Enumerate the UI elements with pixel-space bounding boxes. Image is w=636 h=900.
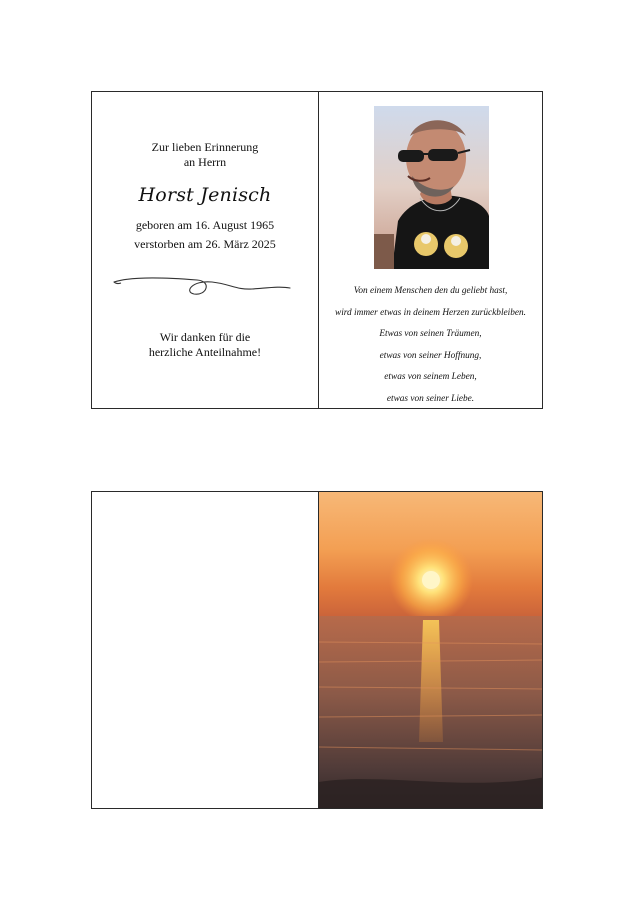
- portrait-illustration: [374, 106, 489, 269]
- intro-line-2: an Herrn: [183, 155, 227, 169]
- sunset-illustration: [319, 492, 542, 808]
- poem-line: Etwas von seinen Träumen,: [379, 329, 482, 340]
- poem-line: Von einem Menschen den du geliebt hast,: [353, 286, 508, 296]
- dedication-panel: [92, 92, 318, 408]
- thanks-line-1: Wir danken für die: [159, 330, 251, 344]
- death-date: verstorben am 26. März 2025: [134, 237, 276, 251]
- thanks-text: [92, 330, 318, 360]
- life-dates: [92, 216, 318, 254]
- poem-line: etwas von seiner Liebe.: [386, 393, 475, 404]
- portrait-panel: [319, 92, 542, 408]
- poem-line: wird immer etwas in deinem Herzen zurückbleiben.: [335, 307, 526, 318]
- birth-date: geboren am 16. August 1965: [135, 218, 275, 232]
- decorative-flourish-icon: [112, 272, 294, 302]
- poem-line: etwas von seinem Leben,: [384, 372, 477, 383]
- memorial-card-inside: [91, 91, 543, 409]
- deceased-name: Horst Jenisch: [138, 184, 272, 206]
- blank-back-panel: [92, 492, 318, 808]
- portrait-photo: [374, 106, 489, 269]
- thanks-line-2: herzliche Anteilnahme!: [148, 345, 262, 359]
- sunset-photo: [319, 492, 542, 808]
- intro-line-1: Zur lieben Erinnerung: [151, 140, 259, 154]
- intro-text: [92, 140, 318, 170]
- poem: [319, 281, 542, 411]
- memorial-card-outside: [91, 491, 543, 809]
- poem-line: etwas von seiner Hoffnung,: [379, 350, 482, 361]
